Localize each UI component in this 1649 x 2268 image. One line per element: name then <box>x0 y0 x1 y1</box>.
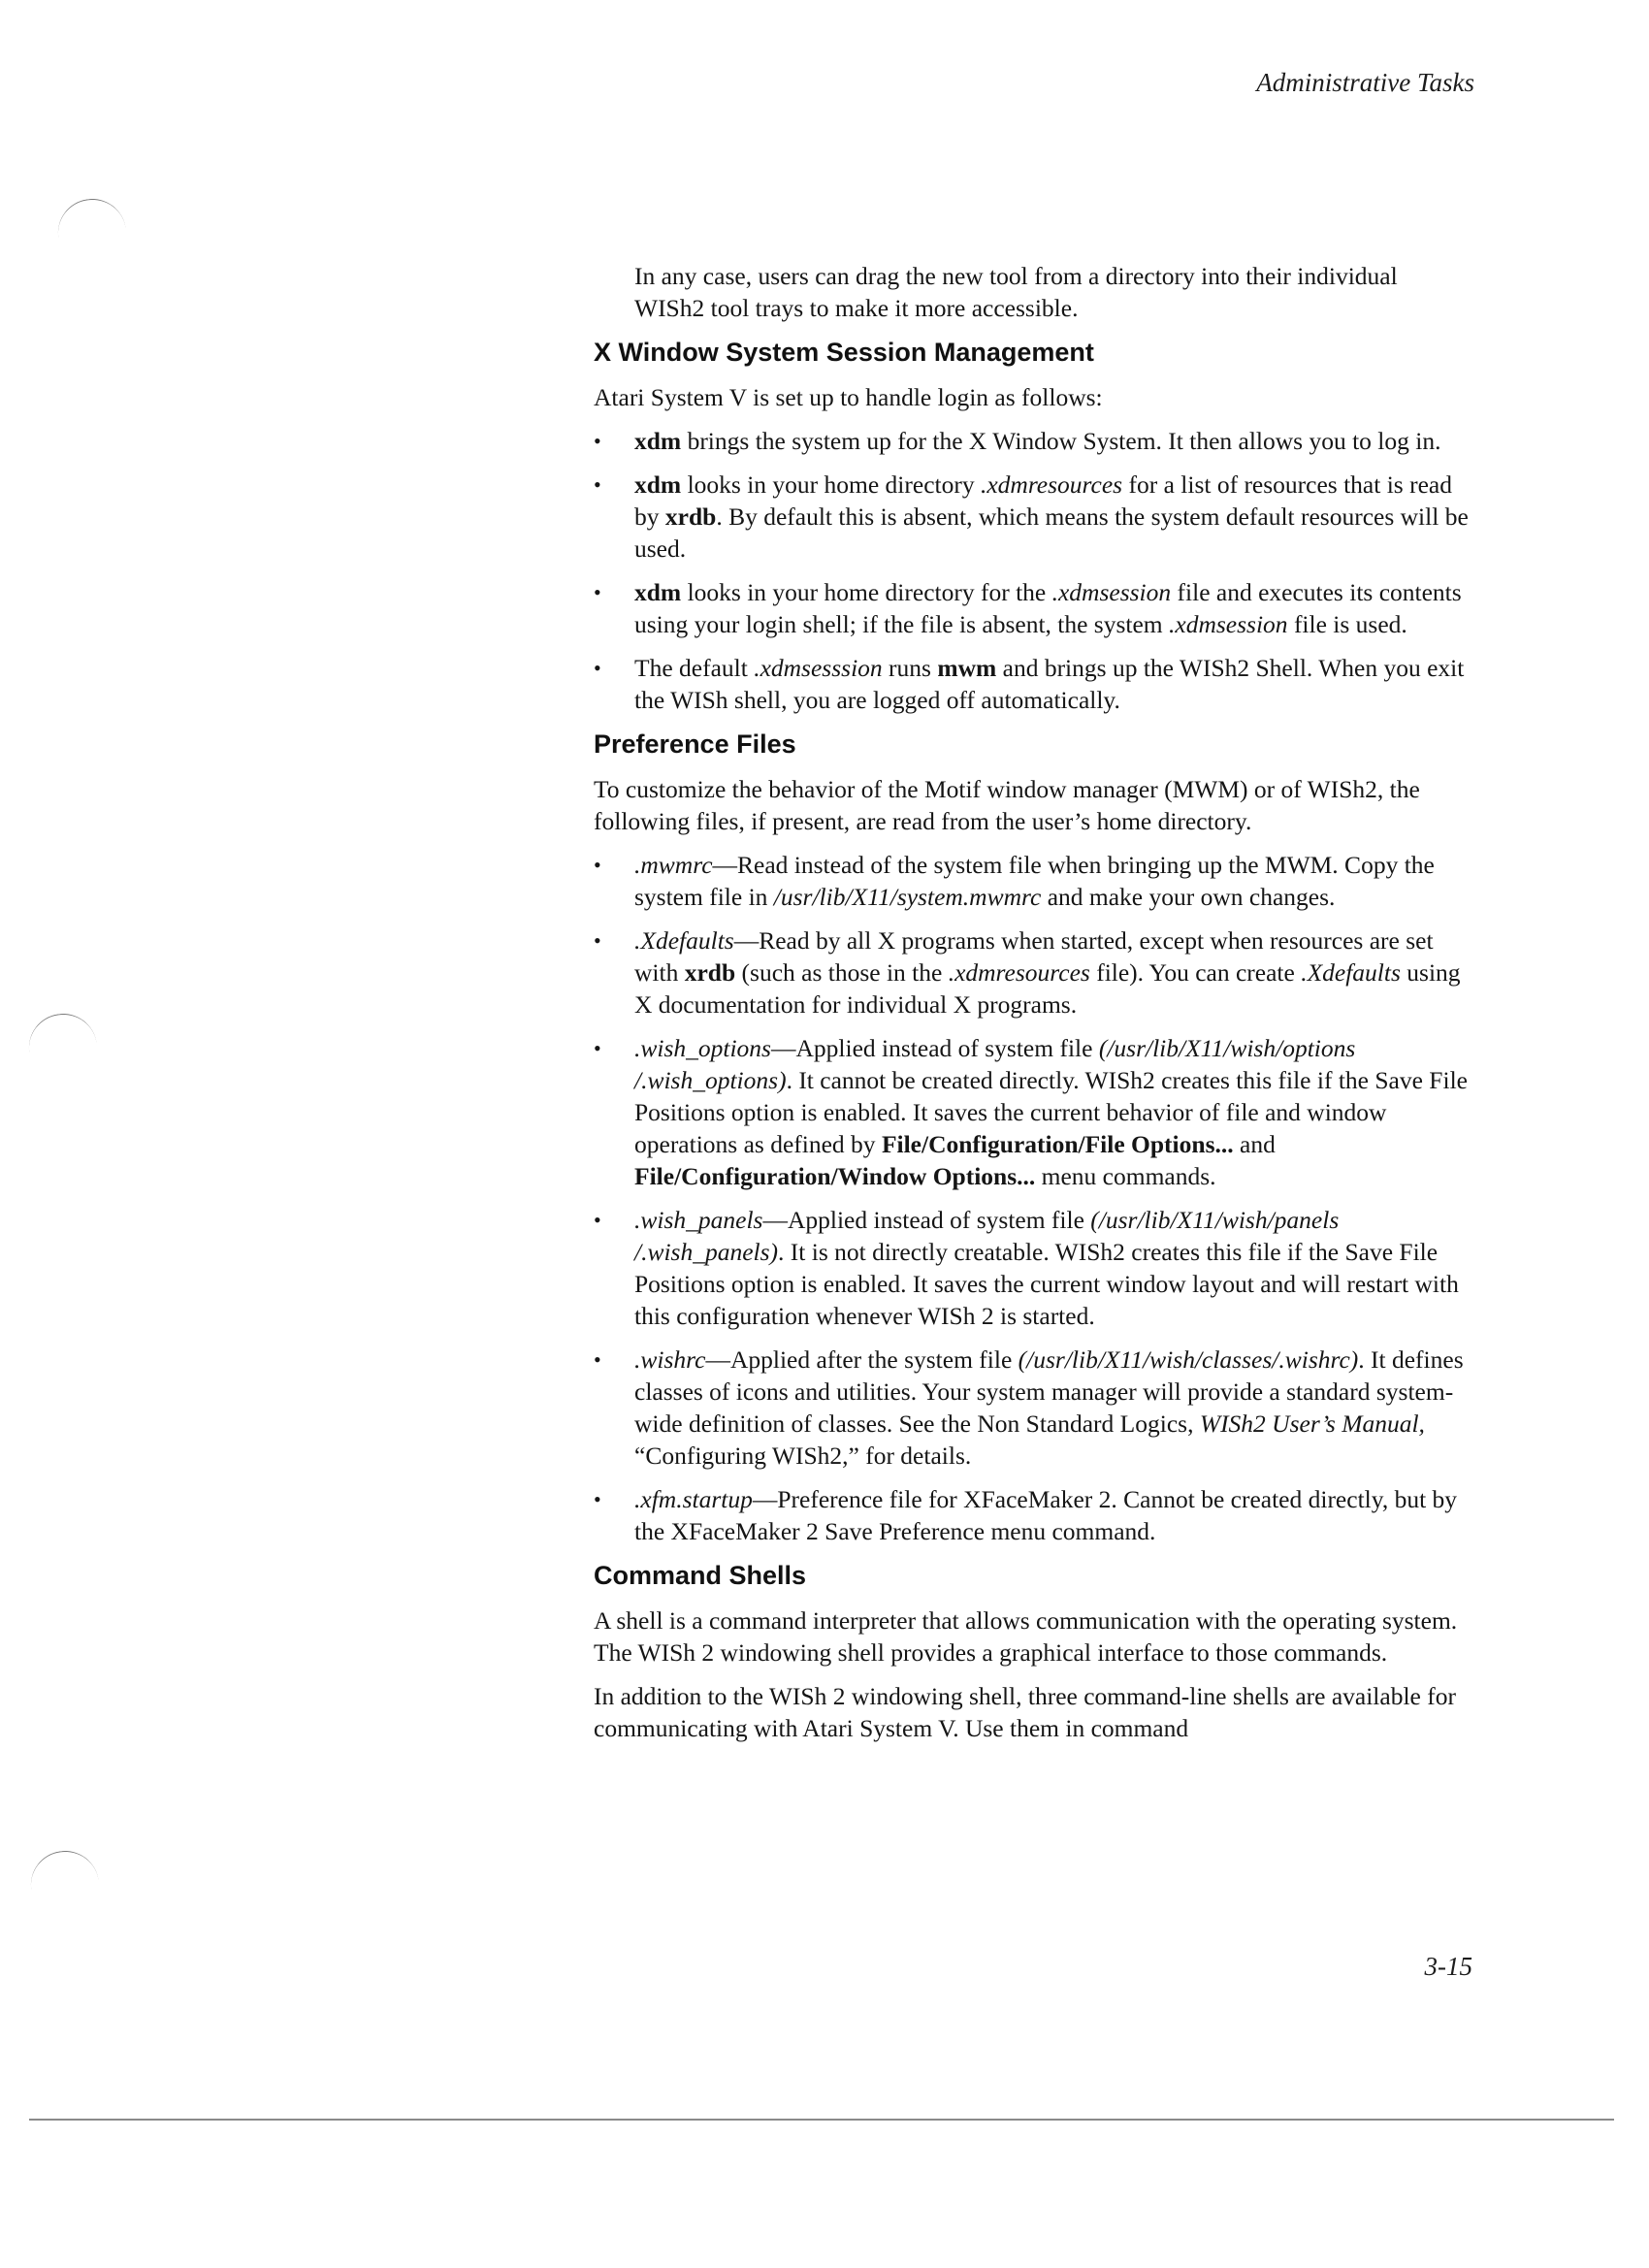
item-text: and <box>1233 1130 1276 1158</box>
item-text: file is used. <box>1287 610 1407 638</box>
item-text: runs <box>882 654 938 682</box>
command-name: xrdb <box>684 958 736 987</box>
file-name: .xdmsession <box>1169 610 1288 638</box>
file-path: (/usr/lib/X11/wish/options /.wish_options) <box>634 1034 1356 1094</box>
item-text: file). You can create <box>1089 958 1302 987</box>
item-text: —Read by all X programs when started, except when resources are set with <box>634 926 1434 987</box>
item-text: and brings up the WISh2 Shell. When you exit the WISh shell, you are logged off automatically. <box>634 654 1465 714</box>
item-text: brings the system up for the X Window System. It then allows you to log in. <box>681 427 1441 455</box>
bullet-icon: • <box>594 1036 601 1060</box>
list-item <box>594 469 1471 565</box>
punch-hole-mark <box>26 1846 103 1924</box>
book-title: WISh2 User’s Manual, <box>1199 1409 1425 1438</box>
prefs-list <box>594 849 1471 1547</box>
file-path: /usr/lib/X11/system.mwmrc <box>773 883 1042 911</box>
file-name: .wish_options <box>634 1034 771 1062</box>
prefs-lead: To customize the behavior of the Motif window manager (MWM) or of WISh2, the following files, if present, are read from the user’s home directory. <box>594 775 1420 835</box>
intro-paragraph: In any case, users can drag the new tool from a directory into their individual WISh2 tool trays to make it more accessible. <box>634 262 1398 322</box>
file-name: .xdmresources <box>948 958 1090 987</box>
list-item <box>594 1204 1471 1332</box>
item-text: . It defines classes of icons and utilities. Your system manager will provide a standard system-wide definition of classes. See the Non Standard Logics, <box>634 1345 1464 1438</box>
list-item <box>594 924 1471 1021</box>
page-number: 3-15 <box>1424 1952 1472 1981</box>
running-head: Administrative Tasks <box>1256 68 1474 97</box>
shells-paragraph: In addition to the WISh 2 windowing shell, three command-line shells are available for communicating with Atari System V. Use them in command <box>594 1682 1456 1742</box>
session-list <box>594 425 1471 716</box>
bullet-icon: • <box>594 429 601 453</box>
section-heading-session: X Window System Session Management <box>594 338 1094 367</box>
item-text: and make your own changes. <box>1041 883 1336 911</box>
section-heading-command-shells: Command Shells <box>594 1561 807 1590</box>
item-text: “Configuring WISh2,” for details. <box>634 1442 972 1470</box>
menu-command: File/Configuration/File Options... <box>881 1130 1234 1158</box>
item-text: . It cannot be created directly. WISh2 creates this file if the Save File Positions option is enabled. It saves the current behavior of file and window operations as defined by <box>634 1066 1468 1158</box>
punch-hole-mark <box>24 1009 101 1086</box>
file-name: .mwmrc <box>634 851 713 879</box>
item-text: —Preference file for XFaceMaker 2. Cannot be created directly, but by the XFaceMaker 2 Save Preference menu command. <box>634 1485 1458 1545</box>
page-body <box>594 260 1471 1756</box>
item-text: looks in your home directory for the <box>681 578 1052 606</box>
command-name: xdm <box>634 578 682 606</box>
file-name: .xdmresources <box>980 470 1123 499</box>
bullet-icon: • <box>594 1347 601 1372</box>
item-text: . It is not directly creatable. WISh2 creates this file if the Save File Positions option is enabled. It saves the current window layout and will restart with this configuration whenever WISh 2 is started. <box>634 1238 1459 1330</box>
command-name: xdm <box>634 470 682 499</box>
punch-hole-mark <box>53 194 130 272</box>
file-name: .Xdefaults <box>634 926 734 955</box>
file-name: .wish_panels <box>634 1206 763 1234</box>
shells-paragraph: A shell is a command interpreter that allows communication with the operating system. The WISh 2 windowing shell provides a graphical interface to those commands. <box>594 1606 1458 1667</box>
item-text: —Applied instead of system file <box>762 1206 1091 1234</box>
file-path: (/usr/lib/X11/wish/panels /.wish_panels) <box>634 1206 1340 1266</box>
bullet-icon: • <box>594 580 601 604</box>
list-item <box>594 652 1471 716</box>
bullet-icon: • <box>594 656 601 680</box>
item-text: The default <box>634 654 755 682</box>
list-item <box>594 849 1471 913</box>
section-heading-preference-files: Preference Files <box>594 729 796 759</box>
bullet-icon: • <box>594 472 601 497</box>
item-text: using X documentation for individual X programs. <box>634 958 1461 1019</box>
file-name: .xfm.startup <box>634 1485 753 1513</box>
item-text: for a list of resources that is read by <box>634 470 1452 531</box>
item-text: —Read instead of the system file when bringing up the MWM. Copy the system file in <box>634 851 1435 911</box>
list-item <box>594 1032 1471 1192</box>
bullet-icon: • <box>594 853 601 877</box>
command-name: xrdb <box>664 502 717 531</box>
file-path: (/usr/lib/X11/wish/classes/.wishrc) <box>1018 1345 1359 1374</box>
list-item <box>594 1344 1471 1472</box>
file-name: .xdmsession <box>1051 578 1172 606</box>
item-text: looks in your home directory <box>681 470 981 499</box>
file-name: .Xdefaults <box>1301 958 1401 987</box>
bullet-icon: • <box>594 1487 601 1511</box>
item-text: . By default this is absent, which means the system default resources will be used. <box>634 502 1469 563</box>
bullet-icon: • <box>594 1208 601 1232</box>
item-text: menu commands. <box>1035 1162 1216 1190</box>
item-text: (such as those in the <box>735 958 949 987</box>
bottom-rule <box>29 2119 1614 2121</box>
command-name: xdm <box>634 427 682 455</box>
item-text: —Applied after the system file <box>705 1345 1018 1374</box>
menu-command: File/Configuration/Window Options... <box>634 1162 1036 1190</box>
command-name: mwm <box>937 654 997 682</box>
list-item <box>594 425 1471 457</box>
item-text: —Applied instead of system file <box>771 1034 1099 1062</box>
list-item <box>594 576 1471 640</box>
file-name: .xdmsesssion <box>754 654 883 682</box>
bullet-icon: • <box>594 928 601 953</box>
session-lead: Atari System V is set up to handle login as follows: <box>594 383 1103 411</box>
file-name: .wishrc <box>634 1345 706 1374</box>
list-item <box>594 1483 1471 1547</box>
item-text: file and executes its contents using your login shell; if the file is absent, the system <box>634 578 1462 638</box>
